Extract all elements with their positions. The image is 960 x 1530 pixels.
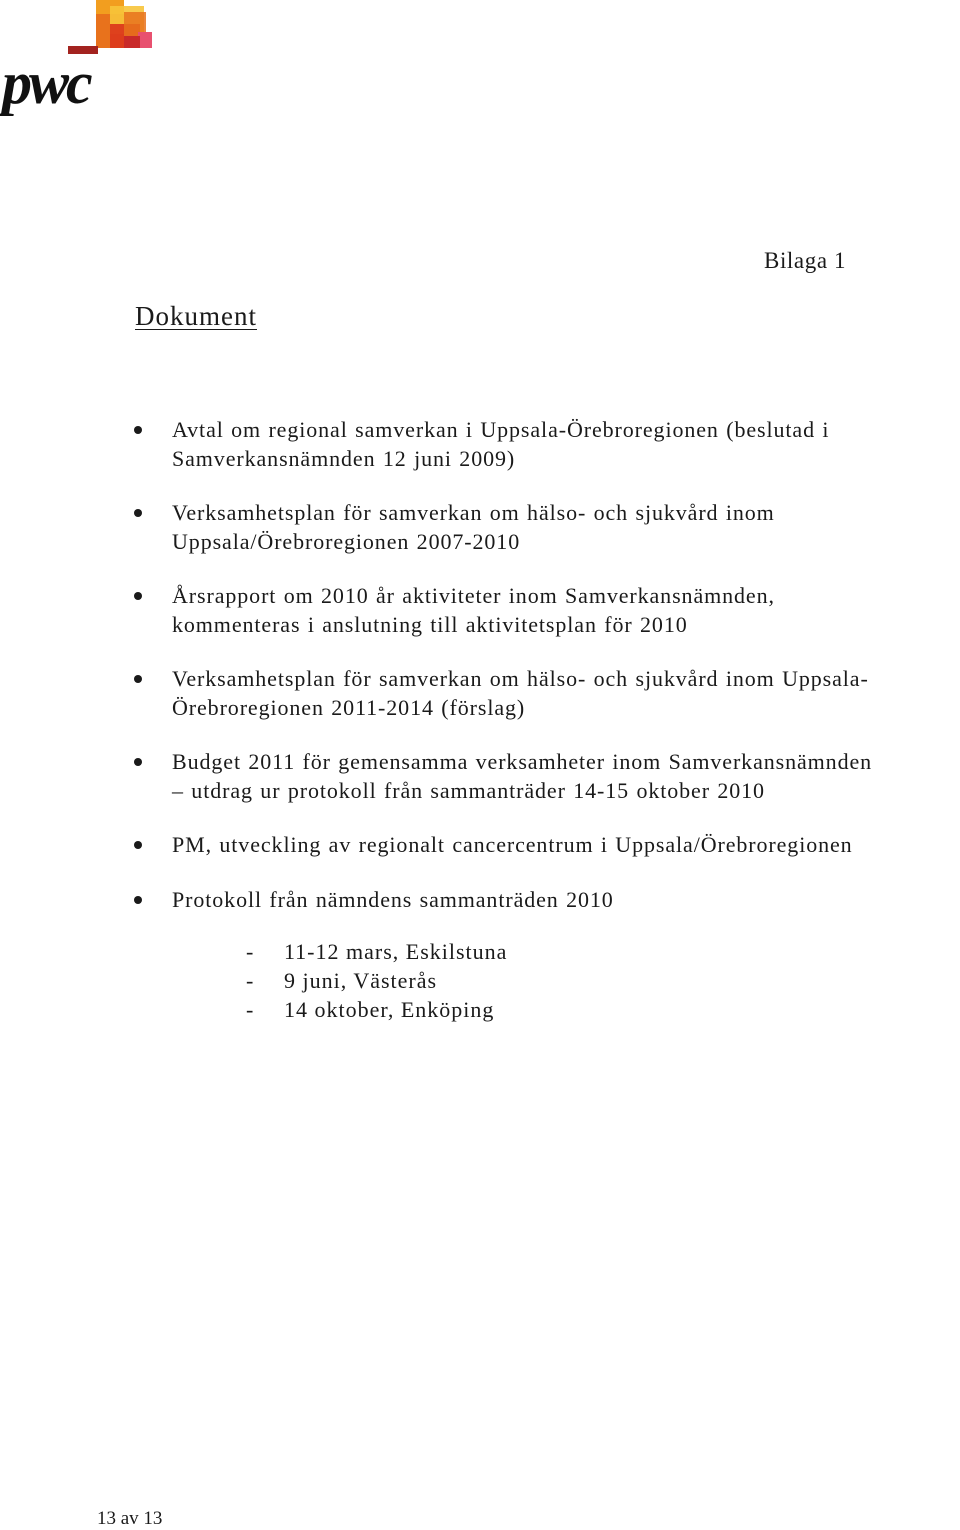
dash-marker: -: [246, 939, 255, 964]
list-item-line: Verksamhetsplan för samverkan om hälso- och sjukvård inom Uppsala-: [172, 666, 869, 691]
bullet-icon: [134, 509, 142, 517]
list-item: [172, 886, 614, 915]
dash-marker: -: [246, 997, 255, 1022]
list-item-line: kommenteras i anslutning till aktivitetsplan för 2010: [172, 611, 688, 637]
list-item: [172, 499, 775, 556]
list-item-line: Samverkansnämnden 12 juni 2009): [172, 445, 516, 471]
list-item: [172, 748, 872, 805]
list-item: [172, 665, 869, 722]
sub-list-item-text: 9 juni, Västerås: [284, 968, 438, 993]
list-item-line: Örebroregionen 2011-2014 (förslag): [172, 694, 526, 720]
bullet-icon: [134, 592, 142, 600]
sub-list-item: [246, 939, 507, 965]
bullet-icon: [134, 675, 142, 683]
list-item-line: PM, utveckling av regionalt cancercentrum i Uppsala/Örebroregionen: [172, 832, 853, 857]
sub-list-item: [246, 968, 437, 994]
sub-list-item-text: 14 oktober, Enköping: [284, 997, 495, 1022]
sub-list-item-text: 11-12 mars, Eskilstuna: [284, 939, 508, 964]
list-item-line: Årsrapport om 2010 år aktiviteter inom Samverkansnämnden,: [172, 583, 775, 608]
list-item-line: Verksamhetsplan för samverkan om hälso- och sjukvård inom: [172, 500, 775, 525]
logo-wordmark: pwc: [2, 50, 90, 116]
attachment-label: Bilaga 1: [764, 248, 847, 273]
dash-marker: -: [246, 968, 255, 993]
sub-list-item: [246, 997, 494, 1023]
bullet-icon: [134, 426, 142, 434]
list-item-line: Protokoll från nämndens sammanträden 2010: [172, 887, 614, 912]
bullet-icon: [134, 896, 142, 904]
bullet-icon: [134, 758, 142, 766]
list-item: [172, 831, 853, 860]
list-item-line: Uppsala/Örebroregionen 2007-2010: [172, 528, 521, 554]
list-item-line: Avtal om regional samverkan i Uppsala-Örebroregionen (beslutad i: [172, 417, 830, 442]
list-item-line: Budget 2011 för gemensamma verksamheter inom Samverkansnämnden: [172, 749, 873, 774]
list-item-line: – utdrag ur protokoll från sammanträder 14-15 oktober 2010: [172, 777, 765, 803]
list-item: [172, 582, 775, 639]
bullet-icon: [134, 841, 142, 849]
page-number: 13 av 13: [97, 1508, 163, 1529]
pwc-logo: [0, 0, 160, 120]
list-item: [172, 416, 829, 473]
page-title: Dokument: [135, 301, 257, 331]
pwc-logo-mark: [0, 0, 160, 120]
